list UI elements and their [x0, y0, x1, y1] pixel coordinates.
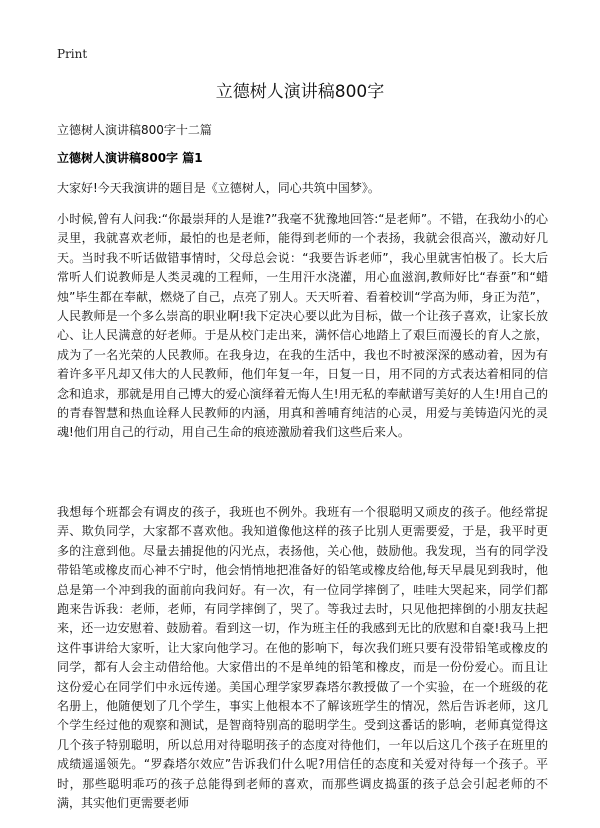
document-subtitle: 立德树人演讲稿800字十二篇 [57, 123, 212, 137]
page-title: 立德树人演讲稿800字 [215, 82, 385, 102]
intro-paragraph: 大家好!今天我演讲的题目是《立德树人，同心共筑中国梦》。 [57, 181, 380, 195]
body-paragraph-2: 我想每个班都会有调皮的孩子，我班也不例外。我班有一个很聪明又顽皮的孩子。他经常捉弄、欺负同学，大家都不喜欢他。我知道像他这样的孩子比别人更需要爱，于是，我平时更多的注意到他。尽量去捕捉他的闪光点，表扬他，关心他，鼓励他。我发现，当有的同学没带铅笔或橡皮而心神不宁时，他会悄悄地把准备好的铅笔或橡皮给他,每天早晨见到我时，他总是第一个冲到我的面前向我问好。有一次，有一位同学摔倒了，哇哇大哭起来，同学们都跑来告诉我：老师，老师，有同学摔倒了，哭了。等我过去时，只见他把摔倒的小朋友扶起来，还一边安慰着、鼓励着。看到这一切，作为班主任的我感到无比的欣慰和自豪!我马上把这件事讲给大家听，让大家向他学习。在他的影响下，每次我们班只要有没带铅笔或橡皮的同学，都有人会主动借给他。大家借出的不是单纯的铅笔和橡皮，而是一份份爱心。而且让这份爱心在同学们中永远传递。美国心理学家罗森塔尔教授做了一个实验，在一个班级的花名册上，他随便划了几个学生，事实上他根本不了解该班学生的情况，然后告诉老师，这几个学生经过他的观察和测试，是智商特别高的聪明学生。受到这番话的影响，老师真觉得这几个孩子特别聪明，所以总用对待聪明孩子的态度对待他们，一年以后这几个孩子在班里的成绩遥遥领先。“罗森塔尔效应”告诉我们什么呢?用信任的态度和关爱对待每一个孩子。平时，那些聪明乖巧的孩子总能得到老师的喜欢，而那些调皮捣蛋的孩子总会引起老师的不满，其实他们更需要老师 [57, 505, 548, 811]
body-paragraph-1: 小时候,曾有人问我:“你最崇拜的人是谁?”我毫不犹豫地回答:“是老师”。不错，在我幼小的心灵里，我就喜欢老师，最怕的也是老师，能得到老师的一个表扬，我就会很高兴，激动好几天。当时我不听话做错事情时，父母总会说：“我要告诉老师”，我心里就害怕极了。长大后常听人们说教师是人类灵魂的工程师，一生用汗水浇灌，用心血滋润,教师好比“春蚕”和“蜡烛”毕生都在奉献，燃烧了自己，点亮了别人。天天听着、看着校训“学高为师，身正为范”，人民教师是一个多么崇高的职业啊!我下定决心要以此为目标，做一个让孩子喜欢，让家长放心、让人民满意的好老师。于是从校门走出来，满怀信心地踏上了艰巨而漫长的育人之旅，成为了一名光荣的人民教师。在我身边，在我的生活中，我也不时被深深的感动着，因为有着许多平凡却又伟大的人民教师，他们年复一年，日复一日，用不同的方式表达着相同的信念和追求，那就是用自己博大的爱心演绎着无悔人生!用无私的奉献谱写美好的人生!用自己的的青春智慧和热血诠释人民教师的内涵，用真和善哺育纯洁的心灵，用爱与美铸造闪光的灵魂!他们用自己的行动，用自己生命的痕迹激励着我们这些后来人。 [57, 212, 548, 440]
print-link[interactable]: Print [57, 47, 88, 61]
section-heading: 立德树人演讲稿800字 篇1 [57, 151, 203, 165]
